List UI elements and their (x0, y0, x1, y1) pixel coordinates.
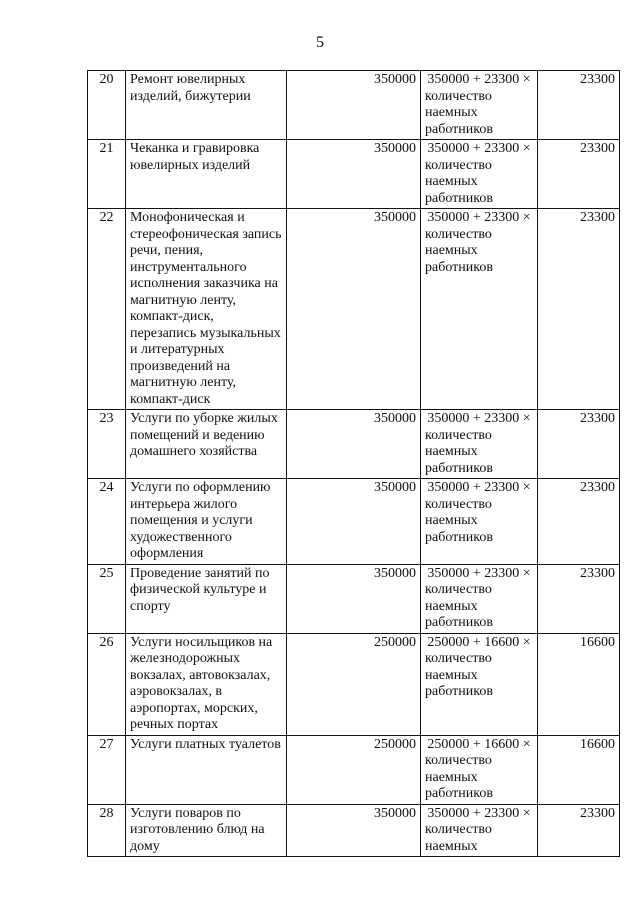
fee-formula (421, 410, 538, 479)
fee-formula (421, 209, 538, 410)
row-number: 26 (88, 633, 126, 735)
formula-line: наемных (425, 667, 478, 683)
formula-line: работников (425, 529, 493, 545)
table-row (88, 479, 620, 565)
row-number: 27 (88, 735, 126, 804)
base-fee: 350000 (287, 209, 421, 410)
formula-line: 350000 + 23300 × (427, 480, 531, 495)
table-row (88, 140, 620, 209)
base-fee: 250000 (287, 735, 421, 804)
per-employee-increment: 23300 (538, 410, 620, 479)
per-employee-increment: 23300 (538, 479, 620, 565)
activity-name: Услуги по оформлению интерьера жилого помещения и услуги художественного оформления (126, 479, 287, 565)
formula-line: 350000 + 23300 × (427, 141, 531, 156)
activity-name: Монофоническая и стереофоническая запись речи, пения, инструментального исполнения заказчика на магнитную ленту, компакт-диск, перезапись музыкальных и литературных произведений на магнитную ленту, компакт-диск (126, 209, 287, 410)
table-row (88, 410, 620, 479)
base-fee: 250000 (287, 633, 421, 735)
per-employee-increment: 23300 (538, 71, 620, 140)
fee-formula (421, 804, 538, 857)
activity-name: Ремонт ювелирных изделий, бижутерии (126, 71, 287, 140)
formula-line: количество (425, 753, 492, 768)
fee-formula (421, 735, 538, 804)
formula-line: наемных (425, 243, 478, 258)
activity-name: Услуги платных туалетов (126, 735, 287, 804)
rates-table (87, 70, 620, 857)
formula-line: 350000 + 23300 × (427, 210, 531, 225)
formula-line: работников (425, 121, 493, 137)
table-row (88, 564, 620, 633)
formula-line: количество (425, 496, 492, 512)
rates-table-body (88, 71, 620, 857)
table-row (88, 209, 620, 410)
activity-name: Услуги носильщиков на железнодорожных вокзалах, автовокзалах, аэровокзалах, в аэропортах, морских, речных портах (126, 633, 287, 735)
fee-formula (421, 564, 538, 633)
formula-line: 350000 + 23300 × (427, 565, 531, 581)
activity-name: Услуги по уборке жилых помещений и ведению домашнего хозяйства (126, 410, 287, 479)
base-fee: 350000 (287, 140, 421, 209)
base-fee: 350000 (287, 564, 421, 633)
per-employee-increment: 16600 (538, 735, 620, 804)
per-employee-increment: 23300 (538, 209, 620, 410)
row-number: 20 (88, 71, 126, 140)
fee-formula (421, 140, 538, 209)
fee-formula (421, 479, 538, 565)
formula-line: количество (425, 88, 492, 104)
formula-line: 350000 + 23300 × (427, 72, 531, 87)
formula-line: наемных (425, 769, 478, 785)
formula-line: наемных (425, 174, 478, 189)
formula-line: работников (425, 190, 493, 206)
table-row (88, 735, 620, 804)
table-row (88, 804, 620, 857)
formula-line: количество (425, 582, 492, 597)
activity-name: Услуги поваров по изготовлению блюд на дому (126, 804, 287, 857)
formula-line: количество (425, 651, 492, 666)
formula-line: количество (425, 226, 492, 242)
formula-line: наемных (425, 444, 478, 459)
base-fee: 350000 (287, 71, 421, 140)
formula-line: работников (425, 259, 493, 275)
row-number: 21 (88, 140, 126, 209)
formula-line: 250000 + 16600 × (427, 634, 531, 650)
formula-line: количество (425, 427, 492, 443)
table-row (88, 633, 620, 735)
activity-name: Чеканка и гравировка ювелирных изделий (126, 140, 287, 209)
formula-line: 250000 + 16600 × (427, 736, 531, 752)
formula-line: работников (425, 684, 493, 699)
row-number: 22 (88, 209, 126, 410)
page-number: 5 (316, 34, 324, 51)
formula-line: наемных (425, 513, 478, 528)
per-employee-increment: 23300 (538, 140, 620, 209)
formula-line: работников (425, 615, 493, 630)
row-number: 23 (88, 410, 126, 479)
formula-line: 350000 + 23300 × (427, 411, 531, 426)
per-employee-increment: 16600 (538, 633, 620, 735)
fee-formula (421, 71, 538, 140)
base-fee: 350000 (287, 479, 421, 565)
base-fee: 350000 (287, 804, 421, 857)
per-employee-increment: 23300 (538, 804, 620, 857)
formula-line: наемных (425, 105, 478, 120)
formula-line: количество (425, 157, 492, 173)
row-number: 28 (88, 804, 126, 857)
fee-formula (421, 633, 538, 735)
row-number: 24 (88, 479, 126, 565)
formula-line: работников (425, 460, 493, 476)
activity-name: Проведение занятий по физической культуре и спорту (126, 564, 287, 633)
per-employee-increment: 23300 (538, 564, 620, 633)
row-number: 25 (88, 564, 126, 633)
formula-line: 350000 + 23300 × (427, 805, 531, 821)
base-fee: 350000 (287, 410, 421, 479)
formula-line: наемных (425, 598, 478, 614)
formula-line: работников (425, 786, 493, 801)
formula-line: наемных (425, 838, 478, 854)
formula-line: количество (425, 822, 492, 837)
table-row (88, 71, 620, 140)
